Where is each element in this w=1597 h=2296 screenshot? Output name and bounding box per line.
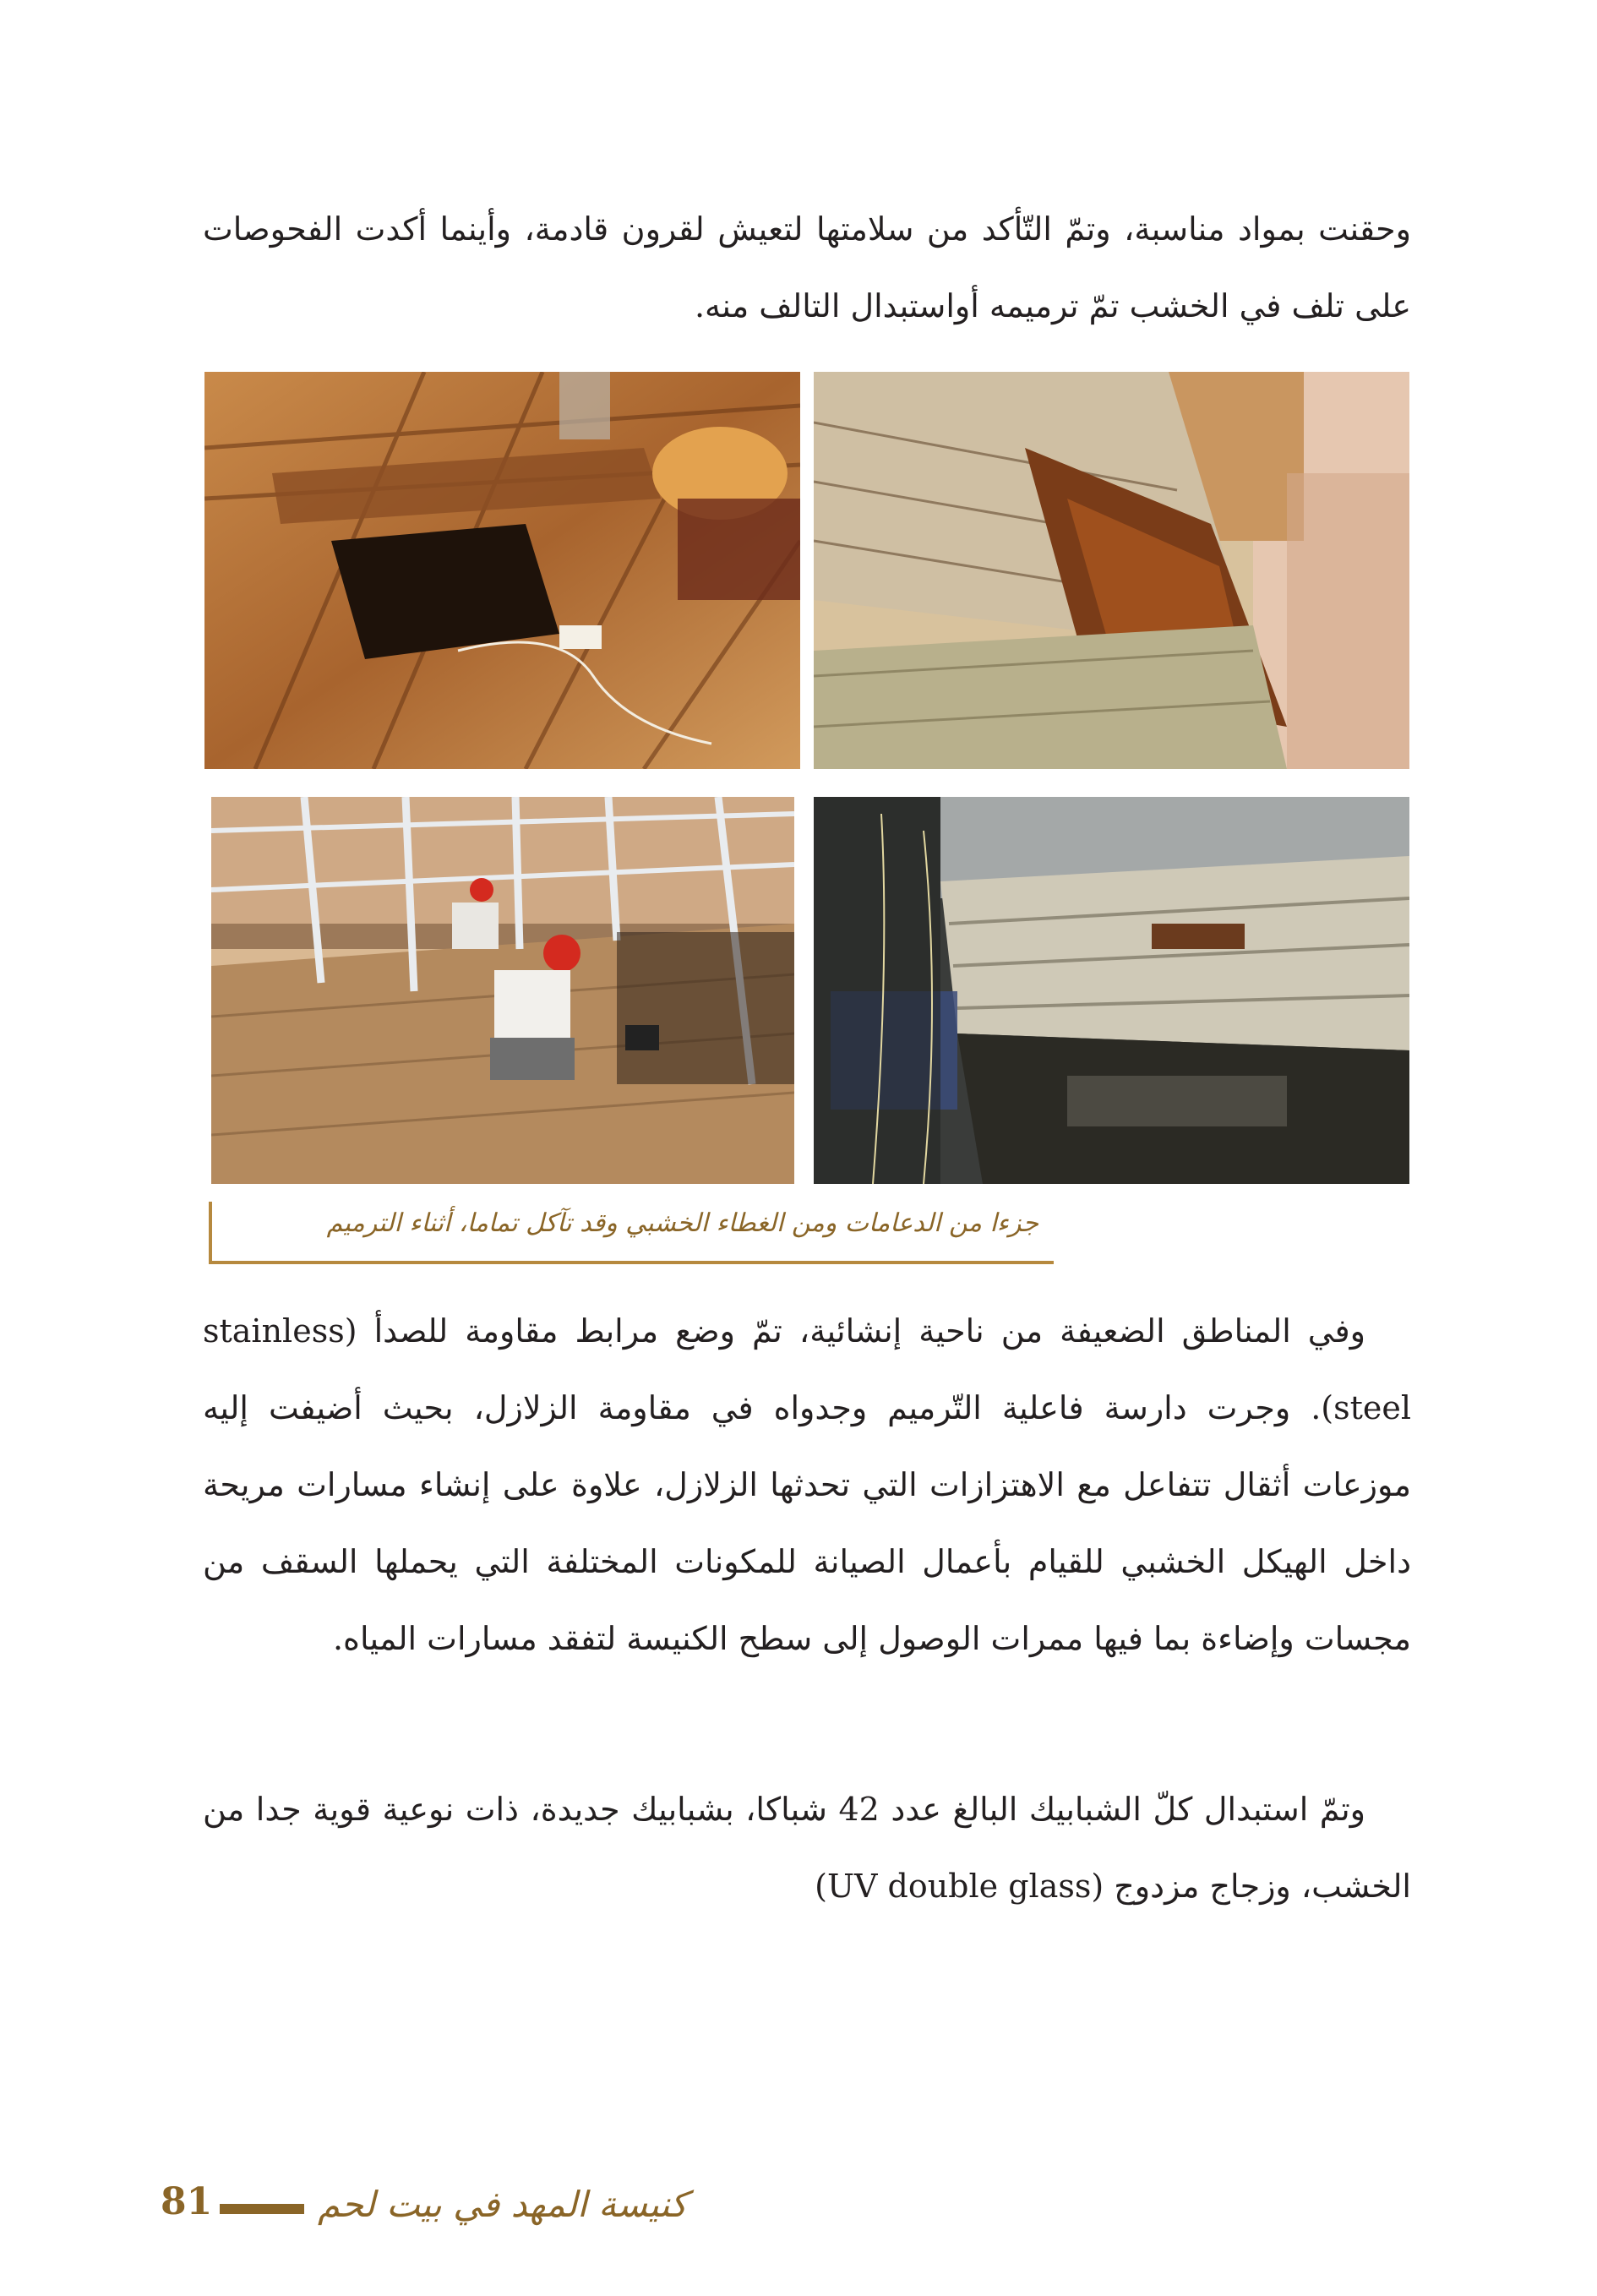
paragraph-intro: وحقنت بمواد مناسبة، وتمّ التّأكد من سلامتها لتعيش لقرون قادمة، وأينما أكدت الفحوصات على تلف في الخشب تمّ ترميمه أواستبدال التالف منه. xyxy=(203,210,1411,324)
footer-divider xyxy=(220,2204,304,2214)
photo-rotten-beams xyxy=(814,372,1409,769)
paragraph-structural: وفي المناطق الضعيفة من ناحية إنشائية، تمّ وضع مرابط مقاومة للصدأ (stainless steel). وجرت دارسة فاعلية التّرميم وجدواه في مقاومة الزلازل، بحيث أضيفت إليه موزعات أثقال تتفاعل مع الاهتزازات التي تحدثها الزلازل، علاوة على إنشاء مسارات مريحة داخل الهيكل الخشبي للقيام بأعمال الصيانة للمكونات المختلفة التي يحملها السقف من مجسات وإضاءة بما فيها ممرات الوصول إلى سطح الكنيسة لتفقد مسارات المياه. xyxy=(203,1312,1411,1657)
page-number: 81 xyxy=(161,2180,213,2223)
paragraph-windows: وتمّ استبدال كلّ الشبابيك البالغ عدد 42 شباكا، بشبابيك جديدة، ذات نوعية قوية جدا من الخشب، وزجاج مزدوج (UV double glass) xyxy=(203,1791,1411,1905)
photo-damaged-beam xyxy=(814,797,1409,1184)
photo-caption: جزءا من الدعامات ومن الغطاء الخشبي وقد تآكل تماما، أثناء الترميم xyxy=(326,1208,1038,1238)
book-title: كنيسة المهد في بيت لحم xyxy=(318,2184,688,2225)
page-footer xyxy=(152,2180,744,2239)
photo-scaffolding-workers xyxy=(211,797,794,1184)
photo-roof-planks xyxy=(204,372,800,769)
photo-caption-frame xyxy=(209,1202,1054,1264)
